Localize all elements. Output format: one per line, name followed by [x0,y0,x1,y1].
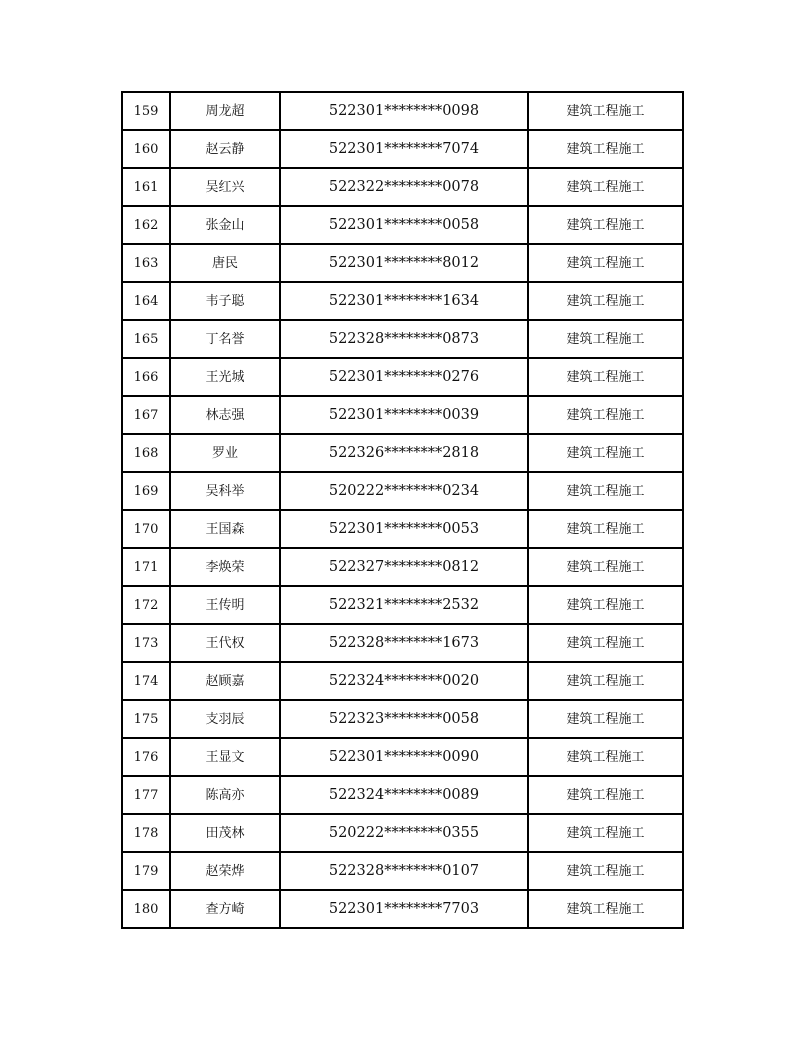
table-row [122,624,683,662]
name-cell: 王光城 [170,358,280,396]
category-cell: 建筑工程施工 [528,130,683,168]
row-number-cell: 170 [122,510,170,548]
id-number-cell: 522328********1673 [280,624,528,662]
id-number-cell: 522301********7074 [280,130,528,168]
row-number-cell: 172 [122,586,170,624]
id-number-cell: 522301********0039 [280,396,528,434]
name-cell: 张金山 [170,206,280,244]
row-number-cell: 166 [122,358,170,396]
row-number-cell: 179 [122,852,170,890]
category-cell: 建筑工程施工 [528,586,683,624]
name-cell: 王显文 [170,738,280,776]
roster-table-container [121,91,684,929]
row-number-cell: 173 [122,624,170,662]
id-number-cell: 522328********0107 [280,852,528,890]
row-number-cell: 169 [122,472,170,510]
name-cell: 罗业 [170,434,280,472]
id-number-cell: 522327********0812 [280,548,528,586]
table-row [122,130,683,168]
roster-table [121,91,684,929]
id-number-cell: 522301********0090 [280,738,528,776]
name-cell: 赵荣烨 [170,852,280,890]
category-cell: 建筑工程施工 [528,776,683,814]
table-row [122,396,683,434]
category-cell: 建筑工程施工 [528,434,683,472]
table-row [122,700,683,738]
id-number-cell: 522321********2532 [280,586,528,624]
id-number-cell: 522301********8012 [280,244,528,282]
row-number-cell: 165 [122,320,170,358]
category-cell: 建筑工程施工 [528,320,683,358]
category-cell: 建筑工程施工 [528,206,683,244]
name-cell: 吴红兴 [170,168,280,206]
name-cell: 王传明 [170,586,280,624]
table-row [122,890,683,928]
category-cell: 建筑工程施工 [528,814,683,852]
name-cell: 林志强 [170,396,280,434]
row-number-cell: 175 [122,700,170,738]
id-number-cell: 522328********0873 [280,320,528,358]
table-row [122,434,683,472]
name-cell: 支羽辰 [170,700,280,738]
row-number-cell: 167 [122,396,170,434]
row-number-cell: 174 [122,662,170,700]
name-cell: 查方崎 [170,890,280,928]
row-number-cell: 162 [122,206,170,244]
category-cell: 建筑工程施工 [528,890,683,928]
name-cell: 周龙超 [170,92,280,130]
id-number-cell: 522322********0078 [280,168,528,206]
row-number-cell: 176 [122,738,170,776]
table-row [122,548,683,586]
table-row [122,776,683,814]
category-cell: 建筑工程施工 [528,358,683,396]
table-row [122,168,683,206]
table-row [122,92,683,130]
category-cell: 建筑工程施工 [528,282,683,320]
name-cell: 韦子聪 [170,282,280,320]
category-cell: 建筑工程施工 [528,624,683,662]
category-cell: 建筑工程施工 [528,662,683,700]
table-row [122,738,683,776]
table-row [122,814,683,852]
id-number-cell: 522301********0276 [280,358,528,396]
category-cell: 建筑工程施工 [528,396,683,434]
table-row [122,852,683,890]
category-cell: 建筑工程施工 [528,472,683,510]
category-cell: 建筑工程施工 [528,92,683,130]
name-cell: 王代权 [170,624,280,662]
id-number-cell: 522301********0058 [280,206,528,244]
table-row [122,358,683,396]
id-number-cell: 522324********0089 [280,776,528,814]
table-row [122,282,683,320]
name-cell: 吴科举 [170,472,280,510]
row-number-cell: 171 [122,548,170,586]
id-number-cell: 520222********0355 [280,814,528,852]
name-cell: 唐民 [170,244,280,282]
id-number-cell: 522326********2818 [280,434,528,472]
row-number-cell: 168 [122,434,170,472]
table-row [122,662,683,700]
name-cell: 李焕荣 [170,548,280,586]
category-cell: 建筑工程施工 [528,510,683,548]
row-number-cell: 178 [122,814,170,852]
name-cell: 陈高亦 [170,776,280,814]
name-cell: 丁名誉 [170,320,280,358]
table-row [122,510,683,548]
roster-table-body [122,92,683,928]
table-row [122,586,683,624]
name-cell: 王国森 [170,510,280,548]
row-number-cell: 160 [122,130,170,168]
row-number-cell: 164 [122,282,170,320]
name-cell: 赵顾嘉 [170,662,280,700]
id-number-cell: 522301********1634 [280,282,528,320]
id-number-cell: 522301********7703 [280,890,528,928]
category-cell: 建筑工程施工 [528,548,683,586]
id-number-cell: 522301********0053 [280,510,528,548]
row-number-cell: 180 [122,890,170,928]
name-cell: 田茂林 [170,814,280,852]
row-number-cell: 159 [122,92,170,130]
id-number-cell: 520222********0234 [280,472,528,510]
id-number-cell: 522324********0020 [280,662,528,700]
id-number-cell: 522301********0098 [280,92,528,130]
row-number-cell: 161 [122,168,170,206]
table-row [122,244,683,282]
category-cell: 建筑工程施工 [528,168,683,206]
row-number-cell: 177 [122,776,170,814]
table-row [122,472,683,510]
id-number-cell: 522323********0058 [280,700,528,738]
category-cell: 建筑工程施工 [528,738,683,776]
category-cell: 建筑工程施工 [528,244,683,282]
table-row [122,320,683,358]
row-number-cell: 163 [122,244,170,282]
name-cell: 赵云静 [170,130,280,168]
category-cell: 建筑工程施工 [528,852,683,890]
table-row [122,206,683,244]
category-cell: 建筑工程施工 [528,700,683,738]
